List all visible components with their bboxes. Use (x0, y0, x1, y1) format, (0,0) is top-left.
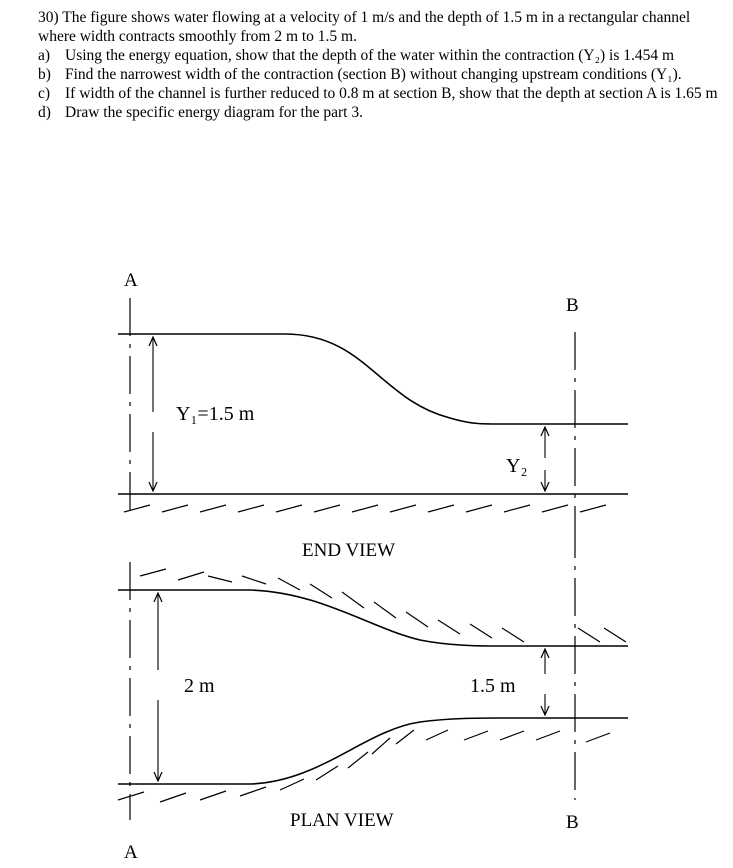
section-a-bottom-label: A (124, 842, 138, 863)
part-a-label: a) (38, 47, 51, 64)
end-view-title: END VIEW (302, 540, 396, 561)
part-d-text: Draw the specific energy diagram for the part 3. (65, 104, 363, 121)
part-c-label: c) (38, 85, 51, 102)
section-b-bottom-label: B (566, 812, 579, 833)
upper-wall (118, 590, 628, 646)
plan-view-title: PLAN VIEW (290, 810, 394, 831)
y2-label: Y₂ (506, 455, 528, 477)
part-c-text: If width of the channel is further reduced to 0.8 m at section B, show that the depth at section A is 1.65 m (65, 85, 718, 102)
y1-label: Y₁=1.5 m (176, 403, 255, 425)
width-a-label: 2 m (184, 675, 215, 697)
part-d-label: d) (38, 104, 51, 121)
lower-wall-hatching (118, 730, 610, 802)
part-a-text: Using the energy equation, show that the depth of the water within the contraction (Y₂) is 1.454 m (65, 47, 675, 64)
bed-hatching (124, 505, 606, 512)
section-b-top-label: B (566, 295, 579, 316)
lower-wall (118, 718, 628, 784)
width-b-label: 1.5 m (470, 675, 516, 697)
question-intro: 30) The figure shows water flowing at a velocity of 1 m/s and the depth of 1.5 m in a rectangular channel where width contracts smoothly from 2 m to 1.5 m. (38, 9, 691, 45)
part-b-label: b) (38, 66, 51, 83)
section-a-top-label: A (124, 270, 138, 291)
upper-wall-hatching (140, 569, 626, 642)
part-b-text: Find the narrowest width of the contraction (section B) without changing upstream conditions (Y₁). (65, 66, 682, 83)
